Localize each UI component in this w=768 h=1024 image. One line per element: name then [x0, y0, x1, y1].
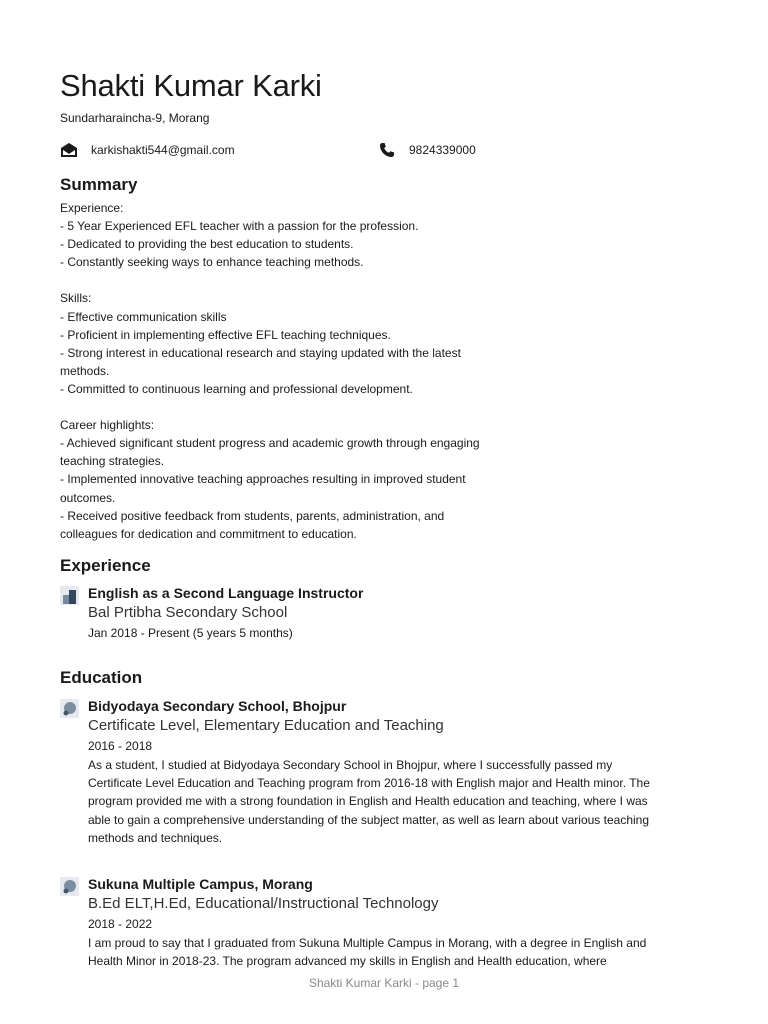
- school-logo-icon: [60, 699, 79, 718]
- education-school: Bidyodaya Secondary School, Bhojpur: [88, 698, 347, 714]
- experience-organization: Bal Prtibha Secondary School: [88, 604, 288, 621]
- company-logo-icon: [60, 586, 79, 605]
- contact-row: [60, 141, 700, 161]
- school-logo-icon: [60, 877, 79, 896]
- phone-icon: [378, 141, 396, 159]
- education-description: As a student, I studied at Bidyodaya Secondary School in Bhojpur, where I successfully passed my Certificate Level Education and Teaching program from 2016-18 with English major and Health minor. The program provided me with a strong foundation in English and Health education and teaching, where I was able to gain a comprehensive understanding of the subject matter, as well as learn about various teaching methods and techniques.: [88, 758, 650, 845]
- experience-heading: Experience: [60, 556, 151, 575]
- phone-text[interactable]: 9824339000: [409, 143, 476, 157]
- education-degree: B.Ed ELT,H.Ed, Educational/Instructional Technology: [88, 895, 439, 912]
- education-dates: 2018 - 2022: [88, 917, 153, 931]
- summary-heading: Summary: [60, 175, 138, 194]
- envelope-icon: [60, 141, 78, 159]
- email-text[interactable]: karkishakti544@gmail.com: [91, 143, 235, 157]
- education-description: I am proud to say that I graduated from Sukuna Multiple Campus in Morang, with a degree in English and Health Minor in 2018-23. The program advanced my skills in English and Health education, where: [88, 936, 647, 969]
- experience-dates: Jan 2018 - Present (5 years 5 months): [88, 626, 293, 640]
- education-degree: Certificate Level, Elementary Education and Teaching: [88, 717, 444, 734]
- education-heading: Education: [60, 668, 143, 687]
- education-school: Sukuna Multiple Campus, Morang: [88, 876, 313, 892]
- candidate-address: Sundarharaincha-9, Morang: [60, 111, 210, 125]
- summary-text: Experience: - 5 Year Experienced EFL teacher with a passion for the profession. - Dedicated to providing the best education to students. - Constantly seeking ways to enhance teaching methods. Skills: - Effective communication skills - Proficient in implementing effective EFL teaching techniques. - Strong interest in educational research and staying updated with the latest methods. - Committed to continuous learning and professional development. Career highlights: - Achieved significant student progress and academic growth through engaging teaching strategies. - Implemented innovative teaching approaches resulting in improved student outcomes. - Received positive feedback from students, parents, administration, and colleagues for dedication and commitment to education.: [60, 201, 480, 541]
- experience-role: English as a Second Language Instructor: [88, 585, 364, 601]
- phone-contact: [378, 141, 476, 159]
- page-footer: Shakti Kumar Karki - page 1: [308, 976, 460, 990]
- education-dates: 2016 - 2018: [88, 739, 153, 753]
- candidate-name: Shakti Kumar Karki: [60, 68, 322, 103]
- email-contact: [60, 141, 235, 159]
